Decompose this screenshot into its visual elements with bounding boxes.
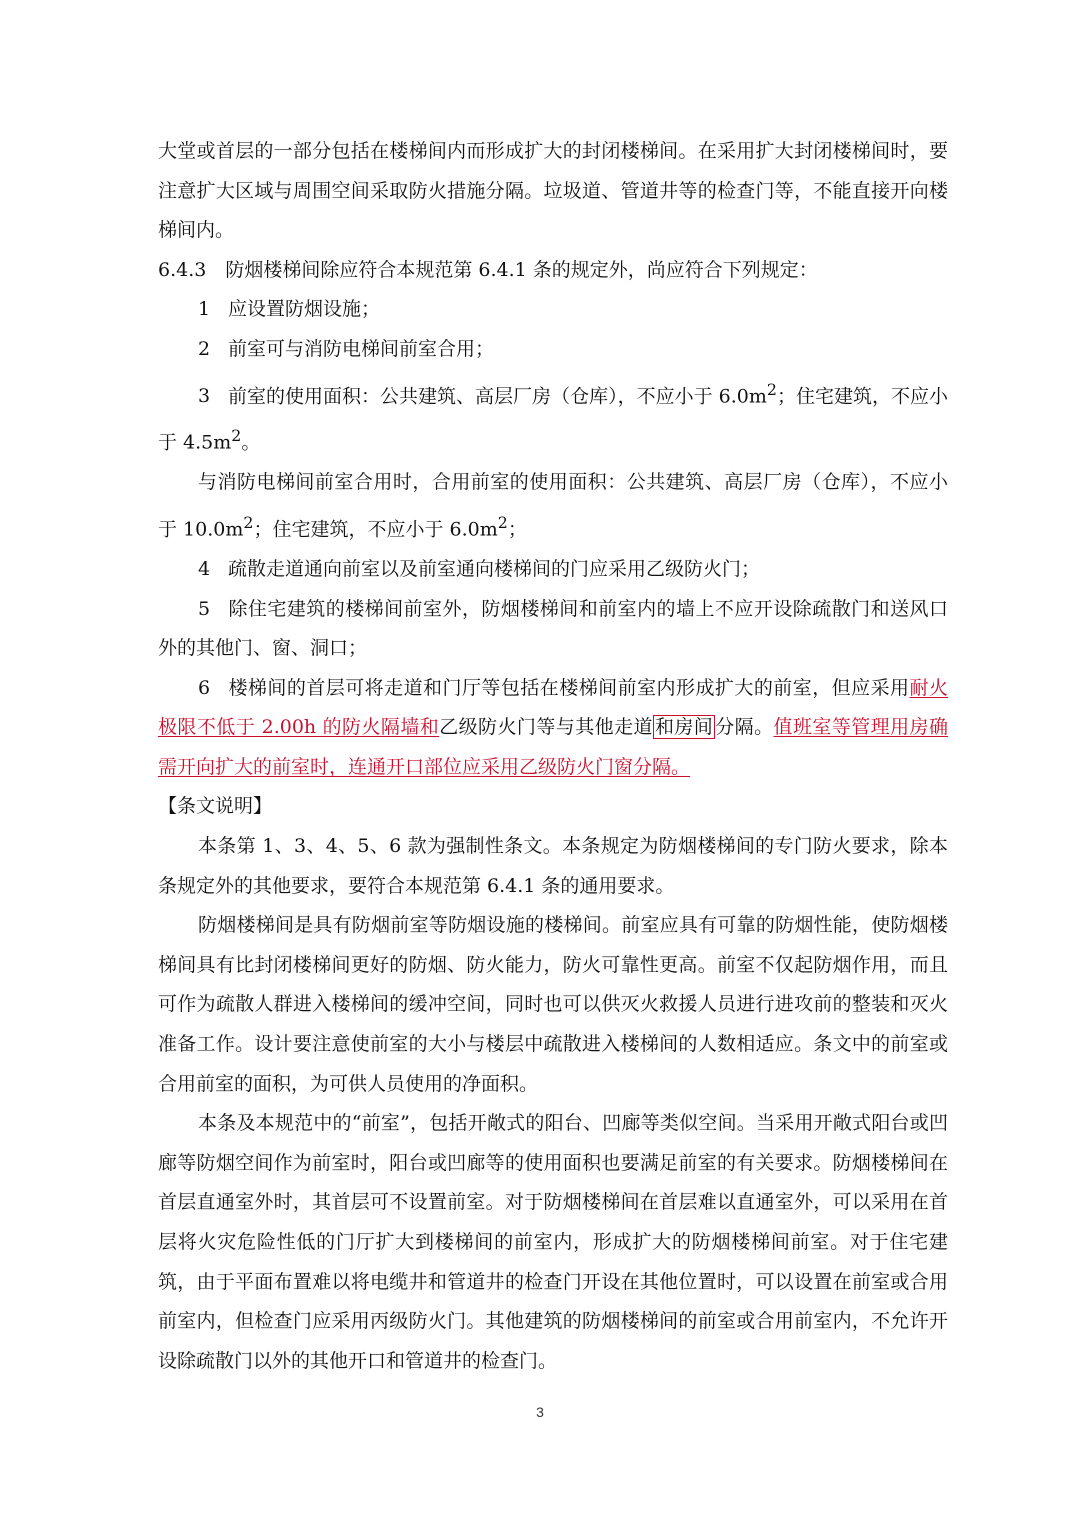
explanation-paragraph: 本条及本规范中的“前室”，包括开敞式的阳台、凹廊等类似空间。当采用开敞式阳台或凹廊等防烟空间作为前室时，阳台或凹廊等的使用面积也要满足前室的有关要求。防烟楼梯间在首层直通室外时，其首层可不设置前室。对于防烟楼梯间在首层难以直通室外，可以采用在首层将火灾危险性低的门厅扩大到楼梯间的前室内，形成扩大的防烟楼梯间前室。对于住宅建筑，由于平面布置难以将电缆井和管道井的检查门开设在其他位置时，可以设置在前室或合用前室内，但检查门应采用丙级防火门。其他建筑的防烟楼梯间的前室或合用前室内，不允许开设除疏散门以外的其他开口和管道井的检查门。 — [158, 1112, 948, 1372]
item-text: 与消防电梯间前室合用时，合用前室的使用面积：公共建筑、高层厂房（仓库），不应小于 10.0m — [158, 471, 948, 541]
item-text: 除住宅建筑的楼梯间前室外，防烟楼梯间和前室内的墙上不应开设除疏散门和送风口外的其他门、窗、洞口； — [158, 597, 948, 660]
clause-6-4-3: 6.4.3 防烟楼梯间除应符合本规范第 6.4.1 条的规定外，尚应符合下列规定： — [158, 258, 818, 281]
page-content — [158, 132, 948, 1381]
superscript: 2 — [766, 379, 777, 399]
list-item-3-continued — [158, 463, 948, 550]
explanation-paragraph: 本条第 1、3、4、5、6 款为强制性条文。本条规定为防烟楼梯间的专门防火要求，除本条规定外的其他要求，要符合本规范第 6.4.1 条的通用要求。 — [158, 835, 948, 897]
superscript: 2 — [243, 513, 254, 532]
highlighted-revision: 耐火极限不低于 2.00h 的防火隔墙和 — [158, 676, 948, 739]
item-text: ； — [507, 518, 527, 541]
item-text: 。 — [241, 431, 261, 454]
superscript: 2 — [497, 513, 508, 532]
item-text: 前室可与消防电梯间前室合用； — [228, 337, 495, 360]
item-number: 5 — [198, 597, 211, 620]
item-text: 疏散走道通向前室以及前室通向楼梯间的门应采用乙级防火门； — [228, 557, 761, 580]
item-number: 3 — [198, 384, 211, 407]
item-text: 应设置防烟设施； — [228, 298, 381, 321]
page-number: 3 — [536, 1404, 544, 1420]
paragraph-intro: 大堂或首层的一部分包括在楼梯间内而形成扩大的封闭楼梯间。在采用扩大封闭楼梯间时，要注意扩大区域与周围空间采取防火措施分隔。垃圾道、管道井等的检查门等，不能直接开向楼梯间内。 — [158, 140, 948, 242]
item-text: 前室的使用面积：公共建筑、高层厂房（仓库），不应小于 6.0m — [228, 384, 767, 407]
item-text: ；住宅建筑，不应小于 6.0m — [253, 518, 498, 541]
item-number: 2 — [198, 337, 211, 360]
explanation-paragraph: 防烟楼梯间是具有防烟前室等防烟设施的楼梯间。前室应具有可靠的防烟性能，使防烟楼梯间具有比封闭楼梯间更好的防烟、防火能力，防火可靠性更高。前室不仅起防烟作用，而且可作为疏散人群进入楼梯间的缓冲空间，同时也可以供灭火救援人员进行进攻前的整装和灭火准备工作。设计要注意使前室的大小与楼层中疏散进入楼梯间的人数相适应。条文中的前室或合用前室的面积，为可供人员使用的净面积。 — [158, 914, 948, 1095]
item-text: ；住宅建筑，不应小于 4.5m — [158, 384, 948, 454]
item-text: 楼梯间的首层可将走道和门厅等包括在楼梯间前室内形成扩大的前室，但应采用 — [228, 676, 910, 699]
list-item — [158, 550, 948, 590]
item-text: 分隔。 — [715, 716, 774, 739]
item-number: 4 — [198, 557, 211, 580]
boxed-revision: 和房间 — [654, 716, 714, 739]
section-heading: 【条文说明】 — [158, 795, 273, 818]
superscript: 2 — [231, 426, 242, 446]
list-item-3 — [158, 370, 948, 464]
list-item — [158, 330, 948, 370]
item-number: 6 — [198, 676, 211, 699]
list-item — [158, 290, 948, 330]
highlighted-revision: 值班室等管理用房确需开向扩大的前室时，连通开口部位应采用乙级防火门窗分隔。 — [158, 716, 948, 778]
list-item-5 — [158, 590, 948, 669]
item-number: 1 — [198, 298, 211, 321]
list-item-6 — [158, 669, 948, 788]
item-text: 乙级防火门等与其他走道 — [439, 716, 653, 739]
